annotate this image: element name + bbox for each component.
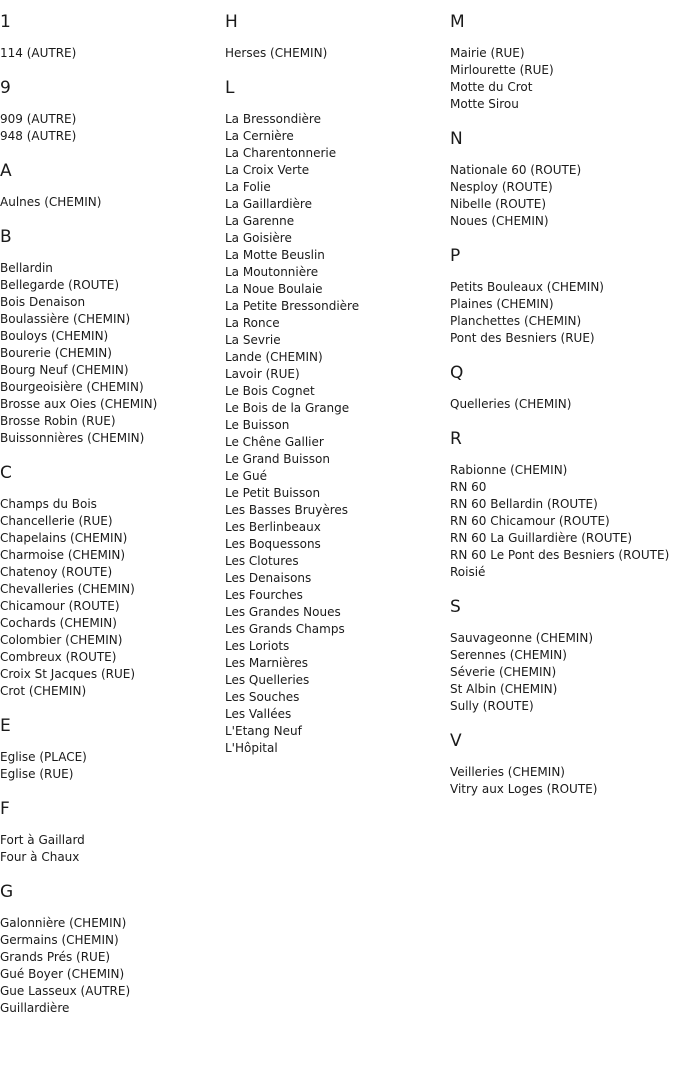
street-link[interactable]: Bellardin: [0, 261, 53, 275]
letter-group: [450, 597, 672, 715]
street-link[interactable]: Vitry aux Loges (ROUTE): [450, 782, 598, 796]
letter-group: [450, 429, 672, 581]
street-link[interactable]: Les Fourches: [225, 588, 303, 602]
street-link[interactable]: La Garenne: [225, 214, 295, 228]
letter-heading: B: [0, 227, 12, 247]
street-link[interactable]: Motte Sirou: [450, 97, 519, 111]
letter-group: [450, 731, 672, 798]
street-link[interactable]: Les Denaisons: [225, 571, 312, 585]
street-link[interactable]: Four à Chaux: [0, 850, 80, 864]
street-list: [0, 45, 222, 62]
street-link[interactable]: Les Marnières: [225, 656, 308, 670]
street-link[interactable]: Petits Bouleaux (CHEMIN): [450, 280, 604, 294]
letter-heading: Q: [450, 363, 464, 383]
street-link[interactable]: 948 (AUTRE): [0, 129, 77, 143]
street-link[interactable]: Cochards (CHEMIN): [0, 616, 117, 630]
street-link[interactable]: RN 60 Le Pont des Besniers (ROUTE): [450, 548, 670, 562]
street-link[interactable]: Les Grandes Noues: [225, 605, 341, 619]
street-link[interactable]: Bellegarde (ROUTE): [0, 278, 120, 292]
street-link[interactable]: Le Chêne Gallier: [225, 435, 324, 449]
street-list: [0, 260, 222, 447]
street-link[interactable]: Gue Lasseux (AUTRE): [0, 984, 131, 998]
street-link[interactable]: Le Bois Cognet: [225, 384, 315, 398]
letter-heading: F: [0, 799, 10, 819]
street-link[interactable]: Grands Prés (RUE): [0, 950, 111, 964]
letter-heading: P: [450, 246, 461, 266]
street-list: [225, 45, 447, 62]
index-column-1: [0, 0, 222, 1033]
street-link[interactable]: Mairie (RUE): [450, 46, 525, 60]
letter-group: [0, 463, 222, 700]
street-link[interactable]: Le Petit Buisson: [225, 486, 321, 500]
letter-group: [450, 363, 672, 413]
street-link[interactable]: Combreux (ROUTE): [0, 650, 117, 664]
street-link[interactable]: Chevalleries (CHEMIN): [0, 582, 135, 596]
street-link[interactable]: La Moutonnière: [225, 265, 319, 279]
letter-group: [0, 78, 222, 145]
letter-heading: L: [225, 78, 235, 98]
index-column-3: [450, 0, 672, 814]
street-link[interactable]: L'Etang Neuf: [225, 724, 302, 738]
street-list: [450, 630, 672, 715]
street-link[interactable]: Bois Denaison: [0, 295, 86, 309]
street-link[interactable]: Lavoir (RUE): [225, 367, 300, 381]
letter-heading: C: [0, 463, 12, 483]
street-link[interactable]: Bouloys (CHEMIN): [0, 329, 109, 343]
street-link[interactable]: St Albin (CHEMIN): [450, 682, 558, 696]
street-link[interactable]: Brosse Robin (RUE): [0, 414, 116, 428]
street-list: [225, 111, 447, 757]
street-link[interactable]: Brosse aux Oies (CHEMIN): [0, 397, 158, 411]
letter-heading: 9: [0, 78, 11, 98]
street-link[interactable]: Les Boquessons: [225, 537, 321, 551]
street-list: [0, 749, 222, 783]
letter-heading: 1: [0, 12, 11, 32]
street-link[interactable]: La Ronce: [225, 316, 280, 330]
street-link[interactable]: Plaines (CHEMIN): [450, 297, 554, 311]
letter-heading: R: [450, 429, 462, 449]
street-link[interactable]: Sauvageonne (CHEMIN): [450, 631, 593, 645]
street-link[interactable]: Chatenoy (ROUTE): [0, 565, 113, 579]
street-link[interactable]: Les Souches: [225, 690, 300, 704]
letter-group: [450, 129, 672, 230]
street-link[interactable]: Bourg Neuf (CHEMIN): [0, 363, 129, 377]
letter-heading: V: [450, 731, 462, 751]
street-link[interactable]: RN 60: [450, 480, 487, 494]
letter-group: [0, 799, 222, 866]
street-list: [0, 915, 222, 1017]
street-link[interactable]: Crot (CHEMIN): [0, 684, 87, 698]
street-link[interactable]: Lande (CHEMIN): [225, 350, 323, 364]
street-list: [450, 279, 672, 347]
street-list: [450, 764, 672, 798]
street-link[interactable]: Les Berlinbeaux: [225, 520, 321, 534]
street-link[interactable]: Quelleries (CHEMIN): [450, 397, 572, 411]
street-link[interactable]: Rabionne (CHEMIN): [450, 463, 568, 477]
street-link[interactable]: 114 (AUTRE): [0, 46, 77, 60]
street-link[interactable]: Nibelle (ROUTE): [450, 197, 547, 211]
street-link[interactable]: La Croix Verte: [225, 163, 310, 177]
street-link[interactable]: 909 (AUTRE): [0, 112, 77, 126]
street-link[interactable]: Les Basses Bruyères: [225, 503, 349, 517]
letter-group: [225, 78, 447, 757]
street-link[interactable]: Boulassière (CHEMIN): [0, 312, 131, 326]
letter-heading: A: [0, 161, 12, 181]
letter-group: [0, 161, 222, 211]
street-list: [450, 396, 672, 413]
street-link[interactable]: Les Clotures: [225, 554, 299, 568]
street-link[interactable]: La Bressondière: [225, 112, 321, 126]
street-link[interactable]: Germains (CHEMIN): [0, 933, 119, 947]
letter-heading: H: [225, 12, 238, 32]
street-link[interactable]: Bourerie (CHEMIN): [0, 346, 112, 360]
street-link[interactable]: Mirlourette (RUE): [450, 63, 554, 77]
street-list: [0, 832, 222, 866]
street-link[interactable]: Sully (ROUTE): [450, 699, 534, 713]
street-link[interactable]: Roisié: [450, 565, 486, 579]
street-link[interactable]: La Cernière: [225, 129, 294, 143]
street-link[interactable]: Nationale 60 (ROUTE): [450, 163, 582, 177]
street-link[interactable]: Le Buisson: [225, 418, 290, 432]
street-link[interactable]: Buissonnières (CHEMIN): [0, 431, 145, 445]
letter-heading: N: [450, 129, 463, 149]
letter-group: [0, 716, 222, 783]
letter-group: [0, 12, 222, 62]
street-link[interactable]: Les Loriots: [225, 639, 290, 653]
street-list: [450, 45, 672, 113]
street-link[interactable]: Les Vallées: [225, 707, 292, 721]
street-list: [0, 194, 222, 211]
street-link[interactable]: Chancellerie (RUE): [0, 514, 113, 528]
street-link[interactable]: Serennes (CHEMIN): [450, 648, 567, 662]
street-link[interactable]: RN 60 La Guillardière (ROUTE): [450, 531, 633, 545]
street-link[interactable]: Motte du Crot: [450, 80, 533, 94]
street-link[interactable]: RN 60 Chicamour (ROUTE): [450, 514, 610, 528]
street-link[interactable]: Chicamour (ROUTE): [0, 599, 120, 613]
street-link[interactable]: Galonnière (CHEMIN): [0, 916, 127, 930]
street-link[interactable]: Nesploy (ROUTE): [450, 180, 553, 194]
letter-group: [0, 882, 222, 1017]
street-link[interactable]: La Gaillardière: [225, 197, 312, 211]
street-list: [0, 496, 222, 700]
street-link[interactable]: Le Bois de la Grange: [225, 401, 350, 415]
street-link[interactable]: Chapelains (CHEMIN): [0, 531, 128, 545]
letter-group: [0, 227, 222, 447]
street-link[interactable]: L'Hôpital: [225, 741, 278, 755]
street-list: [0, 111, 222, 145]
street-list: [450, 162, 672, 230]
street-link[interactable]: Le Gué: [225, 469, 267, 483]
street-link[interactable]: La Folie: [225, 180, 271, 194]
street-link[interactable]: Croix St Jacques (RUE): [0, 667, 136, 681]
letter-heading: M: [450, 12, 465, 32]
street-link[interactable]: Les Quelleries: [225, 673, 310, 687]
street-link[interactable]: La Goisière: [225, 231, 292, 245]
street-link[interactable]: Les Grands Champs: [225, 622, 345, 636]
index-column-2: [225, 0, 447, 773]
street-link[interactable]: La Petite Bressondière: [225, 299, 360, 313]
street-link[interactable]: Fort à Gaillard: [0, 833, 85, 847]
letter-heading: G: [0, 882, 14, 902]
street-link[interactable]: Charmoise (CHEMIN): [0, 548, 126, 562]
street-link[interactable]: Le Grand Buisson: [225, 452, 330, 466]
street-link[interactable]: La Charentonnerie: [225, 146, 337, 160]
letter-heading: S: [450, 597, 461, 617]
letter-group: [225, 12, 447, 62]
street-link[interactable]: Séverie (CHEMIN): [450, 665, 557, 679]
street-list: [450, 462, 672, 581]
street-link[interactable]: Eglise (PLACE): [0, 750, 87, 764]
street-link[interactable]: Gué Boyer (CHEMIN): [0, 967, 125, 981]
street-link[interactable]: Bourgeoisière (CHEMIN): [0, 380, 144, 394]
street-link[interactable]: Pont des Besniers (RUE): [450, 331, 595, 345]
street-link[interactable]: Aulnes (CHEMIN): [0, 195, 102, 209]
street-link[interactable]: La Sevrie: [225, 333, 281, 347]
street-link[interactable]: La Motte Beuslin: [225, 248, 325, 262]
street-link[interactable]: Herses (CHEMIN): [225, 46, 328, 60]
street-link[interactable]: Guillardière: [0, 1001, 70, 1015]
street-link[interactable]: Veilleries (CHEMIN): [450, 765, 565, 779]
street-link[interactable]: Noues (CHEMIN): [450, 214, 549, 228]
street-link[interactable]: Colombier (CHEMIN): [0, 633, 123, 647]
letter-group: [450, 246, 672, 347]
street-link[interactable]: Eglise (RUE): [0, 767, 74, 781]
street-link[interactable]: La Noue Boulaie: [225, 282, 323, 296]
street-link[interactable]: Champs du Bois: [0, 497, 97, 511]
street-link[interactable]: RN 60 Bellardin (ROUTE): [450, 497, 598, 511]
letter-group: [450, 12, 672, 113]
letter-heading: E: [0, 716, 11, 736]
street-link[interactable]: Planchettes (CHEMIN): [450, 314, 582, 328]
